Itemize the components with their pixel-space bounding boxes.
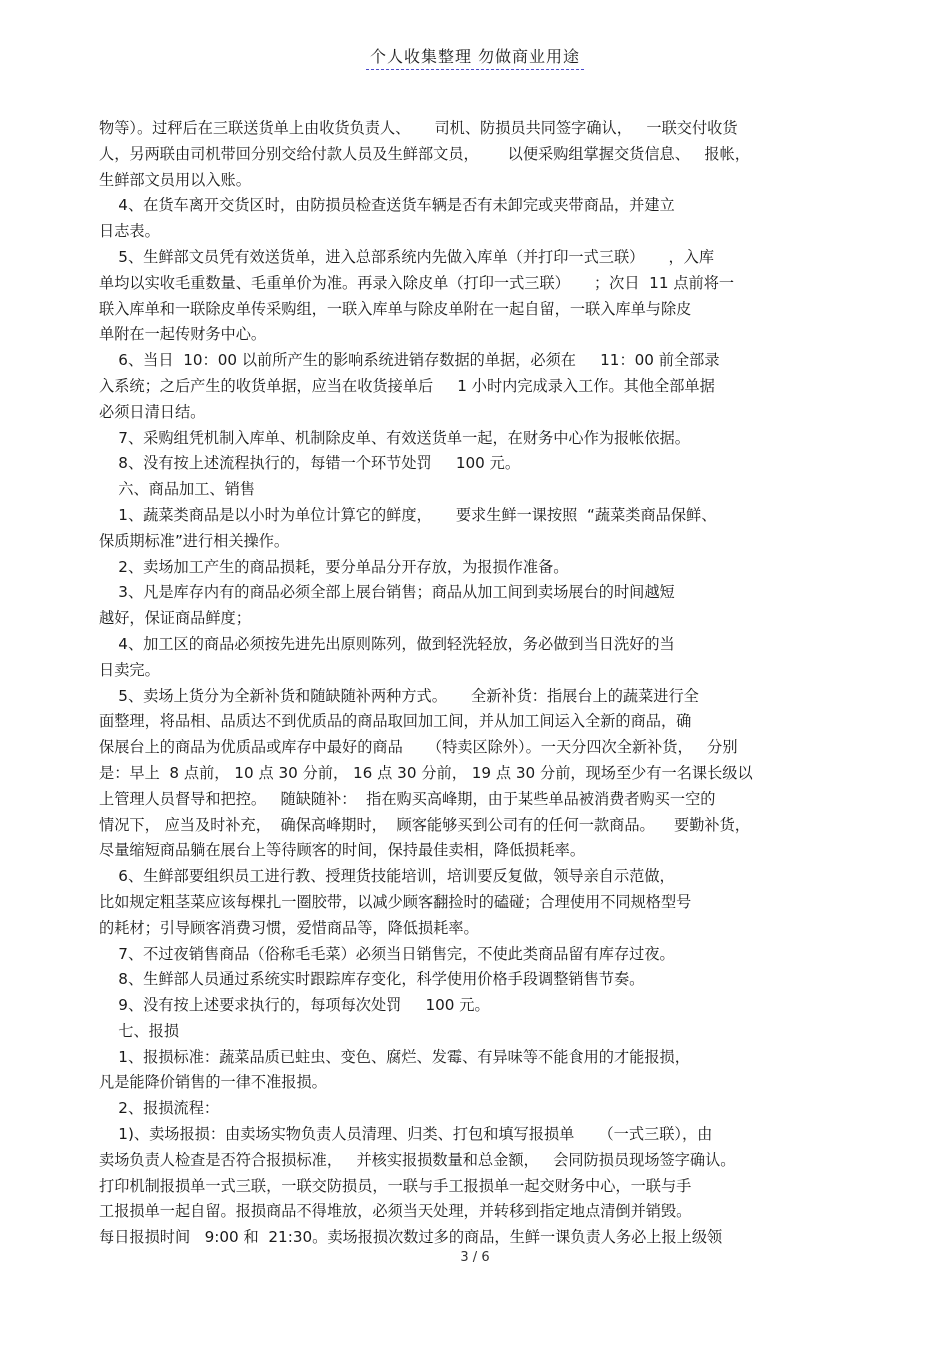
text-line: 单附在一起传财务中心。 [99,325,267,344]
text-line: 9、没有按上述要求执行的，每项每次处罚 100 元。 [99,996,490,1015]
text-line: 每日报损时间 9:00 和 21:30。卖场报损次数过多的商品，生鲜一课负责人务必上报上级领 [99,1228,723,1247]
text-line: 8、没有按上述流程执行的，每错一个环节处罚 100 元。 [99,454,521,473]
text-line: 7、采购组凭机制入库单、机制除皮单、有效送货单一起，在财务中心作为报帐依据。 [99,428,690,447]
text-line: 越好，保证商品鲜度； [99,609,251,628]
page-number: 3 / 6 [460,1250,490,1265]
text-line: 上管理人员督导和把控。 随缺随补： 指在购买高峰期，由于某些单品被消费者购买一空的 [99,789,716,808]
header-text: 个人收集整理 勿做商业用途 [366,47,584,70]
text-line: 物等）。过秤后在三联送货单上由收货负责人、 司机、防损员共同签字确认， 一联交付收货 [99,119,738,137]
text-line: 6、当日 10：00 以前所产生的影响系统进销存数据的单据，必须在 11：00 前全部录 [99,351,720,370]
text-line: 1)、卖场报损：由卖场实物负责人员清理、归类、打包和填写报损单 （一式三联），由 [99,1125,713,1144]
text-line: 6、生鲜部要组织员工进行教、授理货技能培训，培训要反复做，领导亲自示范做， [99,867,675,886]
text-line: 3、凡是库存内有的商品必须全部上展台销售；商品从加工间到卖场展台的时间越短 [99,583,675,602]
text-line: 人，另两联由司机带回分别交给付款人员及生鲜部文员， 以便采购组掌握交货信息、 报帐， [99,144,750,163]
text-line: 2、卖场加工产生的商品损耗，要分单品分开存放，为报损作准备。 [99,557,569,576]
text-line: 单均以实收毛重数量、毛重单价为准。再录入除皮单（打印一式三联） ；次日 11 点前将一 [99,273,735,292]
text-line: 是：早上 8 点前， 10 点 30 分前， 16 点 30 分前， 19 点 30 分前，现场至少有一名课长级以 [99,763,753,782]
text-line: 七、报损 [99,1021,180,1040]
text-line: 保质期标准”进行相关操作。 [99,531,290,550]
text-line: 1、蔬菜类商品是以小时为单位计算它的鲜度， 要求生鲜一课按照 “蔬菜类商品保鲜、 [99,505,717,524]
text-line: 生鲜部文员用以入账。 [99,170,251,189]
text-line: 工报损单一起自留。报损商品不得堆放，必须当天处理，并转移到指定地点清倒并销毁。 [99,1202,692,1221]
text-line: 日志表。 [99,222,160,241]
text-line: 面整理，将品相、品质达不到优质品的商品取回加工间，并从加工间运入全新的商品，确 [99,712,692,731]
text-line: 8、生鲜部人员通过系统实时跟踪库存变化，科学使用价格手段调整销售节奏。 [99,970,645,989]
text-line: 2、报损流程： [99,1099,220,1118]
text-line: 联入库单和一联除皮单传采购组，一联入库单与除皮单附在一起自留，一联入库单与除皮 [99,299,692,318]
text-line: 入系统；之后产生的收货单据，应当在收货接单后 1 小时内完成录入工作。其他全部单据 [99,376,715,395]
text-line: 尽量缩短商品躺在展台上等待顾客的时间，保持最佳卖相，降低损耗率。 [99,841,585,860]
text-line: 必须日清日结。 [99,402,206,421]
text-line: 7、不过夜销售商品（俗称毛毛菜）必须当日销售完，不使此类商品留有库存过夜。 [99,944,675,963]
text-line: 六、商品加工、销售 [99,480,255,499]
text-line: 4、在货车离开交货区时，由防损员检查送货车辆是否有未卸完或夹带商品，并建立 [99,196,675,215]
page-header [0,44,950,67]
text-line: 日卖完。 [99,660,160,679]
text-line: 4、加工区的商品必须按先进先出原则陈列，做到轻洗轻放，务必做到当日洗好的当 [99,634,675,653]
text-line: 比如规定粗茎菜应该每棵扎一圈胶带，以减少顾客翻捡时的磕碰；合理使用不同规格型号 [99,892,692,911]
text-line: 卖场负责人检查是否符合报损标准， 并核实报损数量和总金额， 会同防损员现场签字确认。 [99,1150,736,1169]
text-line: 1、报损标准：蔬菜品质已蛀虫、变色、腐烂、发霉、有异味等不能食用的才能报损， [99,1047,690,1066]
text-line: 5、卖场上货分为全新补货和随缺随补两种方式。 全新补货：指展台上的蔬菜进行全 [99,686,699,705]
text-line: 打印机制报损单一式三联，一联交防损员，一联与手工报损单一起交财务中心，一联与手 [99,1176,692,1195]
text-line: 保展台上的商品为优质品或库存中最好的商品 （特卖区除外）。一天分四次全新补货， 分别 [99,738,738,757]
document-body [99,116,851,1251]
text-line: 情况下， 应当及时补充， 确保高峰期时， 顾客能够买到公司有的任何一款商品。 要勤补货， [99,815,750,834]
text-line: 5、生鲜部文员凭有效送货单，进入总部系统内先做入库单（并打印一式三联） ，入库 [99,247,715,266]
text-line: 凡是能降价销售的一律不准报损。 [99,1073,327,1092]
text-line: 的耗材；引导顾客消费习惯，爱惜商品等，降低损耗率。 [99,918,479,937]
